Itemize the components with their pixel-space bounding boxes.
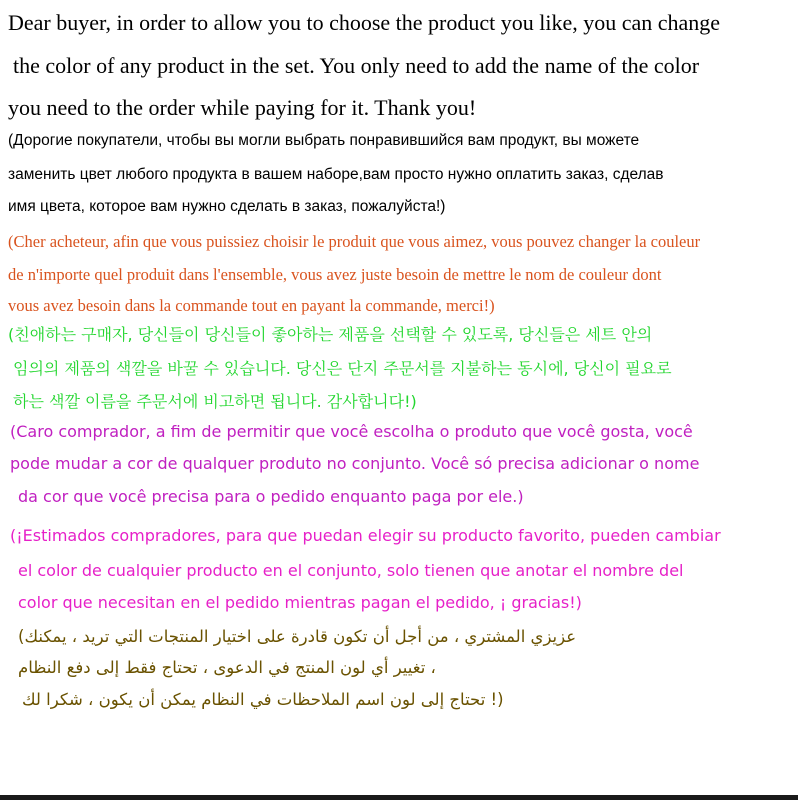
english-line-1: Dear buyer, in order to allow you to choose the product you like, you can change — [8, 10, 721, 35]
korean-line-1: (친애하는 구매자, 당신들이 당신들이 좋아하는 제품을 선택할 수 있도록, 당신들은 세트 안의 — [8, 325, 653, 344]
french-line-2: de n'importe quel produit dans l'ensemble, vous avez juste besoin de mettre le nom de couleur dont — [8, 265, 662, 284]
spanish-line-1: (¡Estimados compradores, para que puedan elegir su producto favorito, pueden cambiar — [10, 526, 721, 545]
russian-line-2: заменить цвет любого продукта в вашем наборе,вам просто нужно оплатить заказ, сделав — [8, 166, 664, 183]
bottom-divider — [0, 795, 798, 800]
arabic-line-2: تغيير أي لون المنتج في الدعوى ، تحتاج فقط إلى دفع النظام ، — [18, 658, 436, 677]
spanish-line-3: color que necesitan en el pedido mientras pagan el pedido, ¡ gracias!) — [18, 593, 582, 612]
russian-line-1: (Дорогие покупатели, чтобы вы могли выбрать понравившийся вам продукт, вы можете — [8, 132, 640, 149]
arabic-line-3: تحتاج إلى لون اسم الملاحظات في النظام يمكن أن يكون ، شكرا لك !) — [22, 690, 504, 709]
french-line-3: vous avez besoin dans la commande tout en payant la commande, merci!) — [8, 296, 495, 315]
korean-line-2: 임의의 제품의 색깔을 바꿀 수 있습니다. 당신은 단지 주문서를 지불하는 동시에, 당신이 필요로 — [13, 359, 672, 378]
portuguese-line-2: pode mudar a cor de qualquer produto no conjunto. Você só precisa adicionar o nome — [10, 454, 700, 473]
english-line-2: the color of any product in the set. You only need to add the name of the color — [13, 53, 700, 78]
english-line-3: you need to the order while paying for it. Thank you! — [8, 95, 477, 120]
russian-line-3: имя цвета, которое вам нужно сделать в заказ, пожалуйста!) — [8, 198, 446, 215]
portuguese-line-1: (Caro comprador, a fim de permitir que você escolha o produto que você gosta, você — [10, 422, 693, 441]
korean-line-3: 하는 색깔 이름을 주문서에 비고하면 됩니다. 감사합니다!) — [13, 392, 417, 411]
portuguese-line-3: da cor que você precisa para o pedido enquanto paga por ele.) — [18, 487, 524, 506]
french-line-1: (Cher acheteur, afin que vous puissiez choisir le produit que vous aimez, vous pouvez changer la couleur — [8, 232, 701, 251]
arabic-line-1: (عزيزي المشتري ، من أجل أن تكون قادرة على اختيار المنتجات التي تريد ، يمكنك — [18, 627, 577, 646]
spanish-line-2: el color de cualquier producto en el conjunto, solo tienen que anotar el nombre del — [18, 561, 684, 580]
